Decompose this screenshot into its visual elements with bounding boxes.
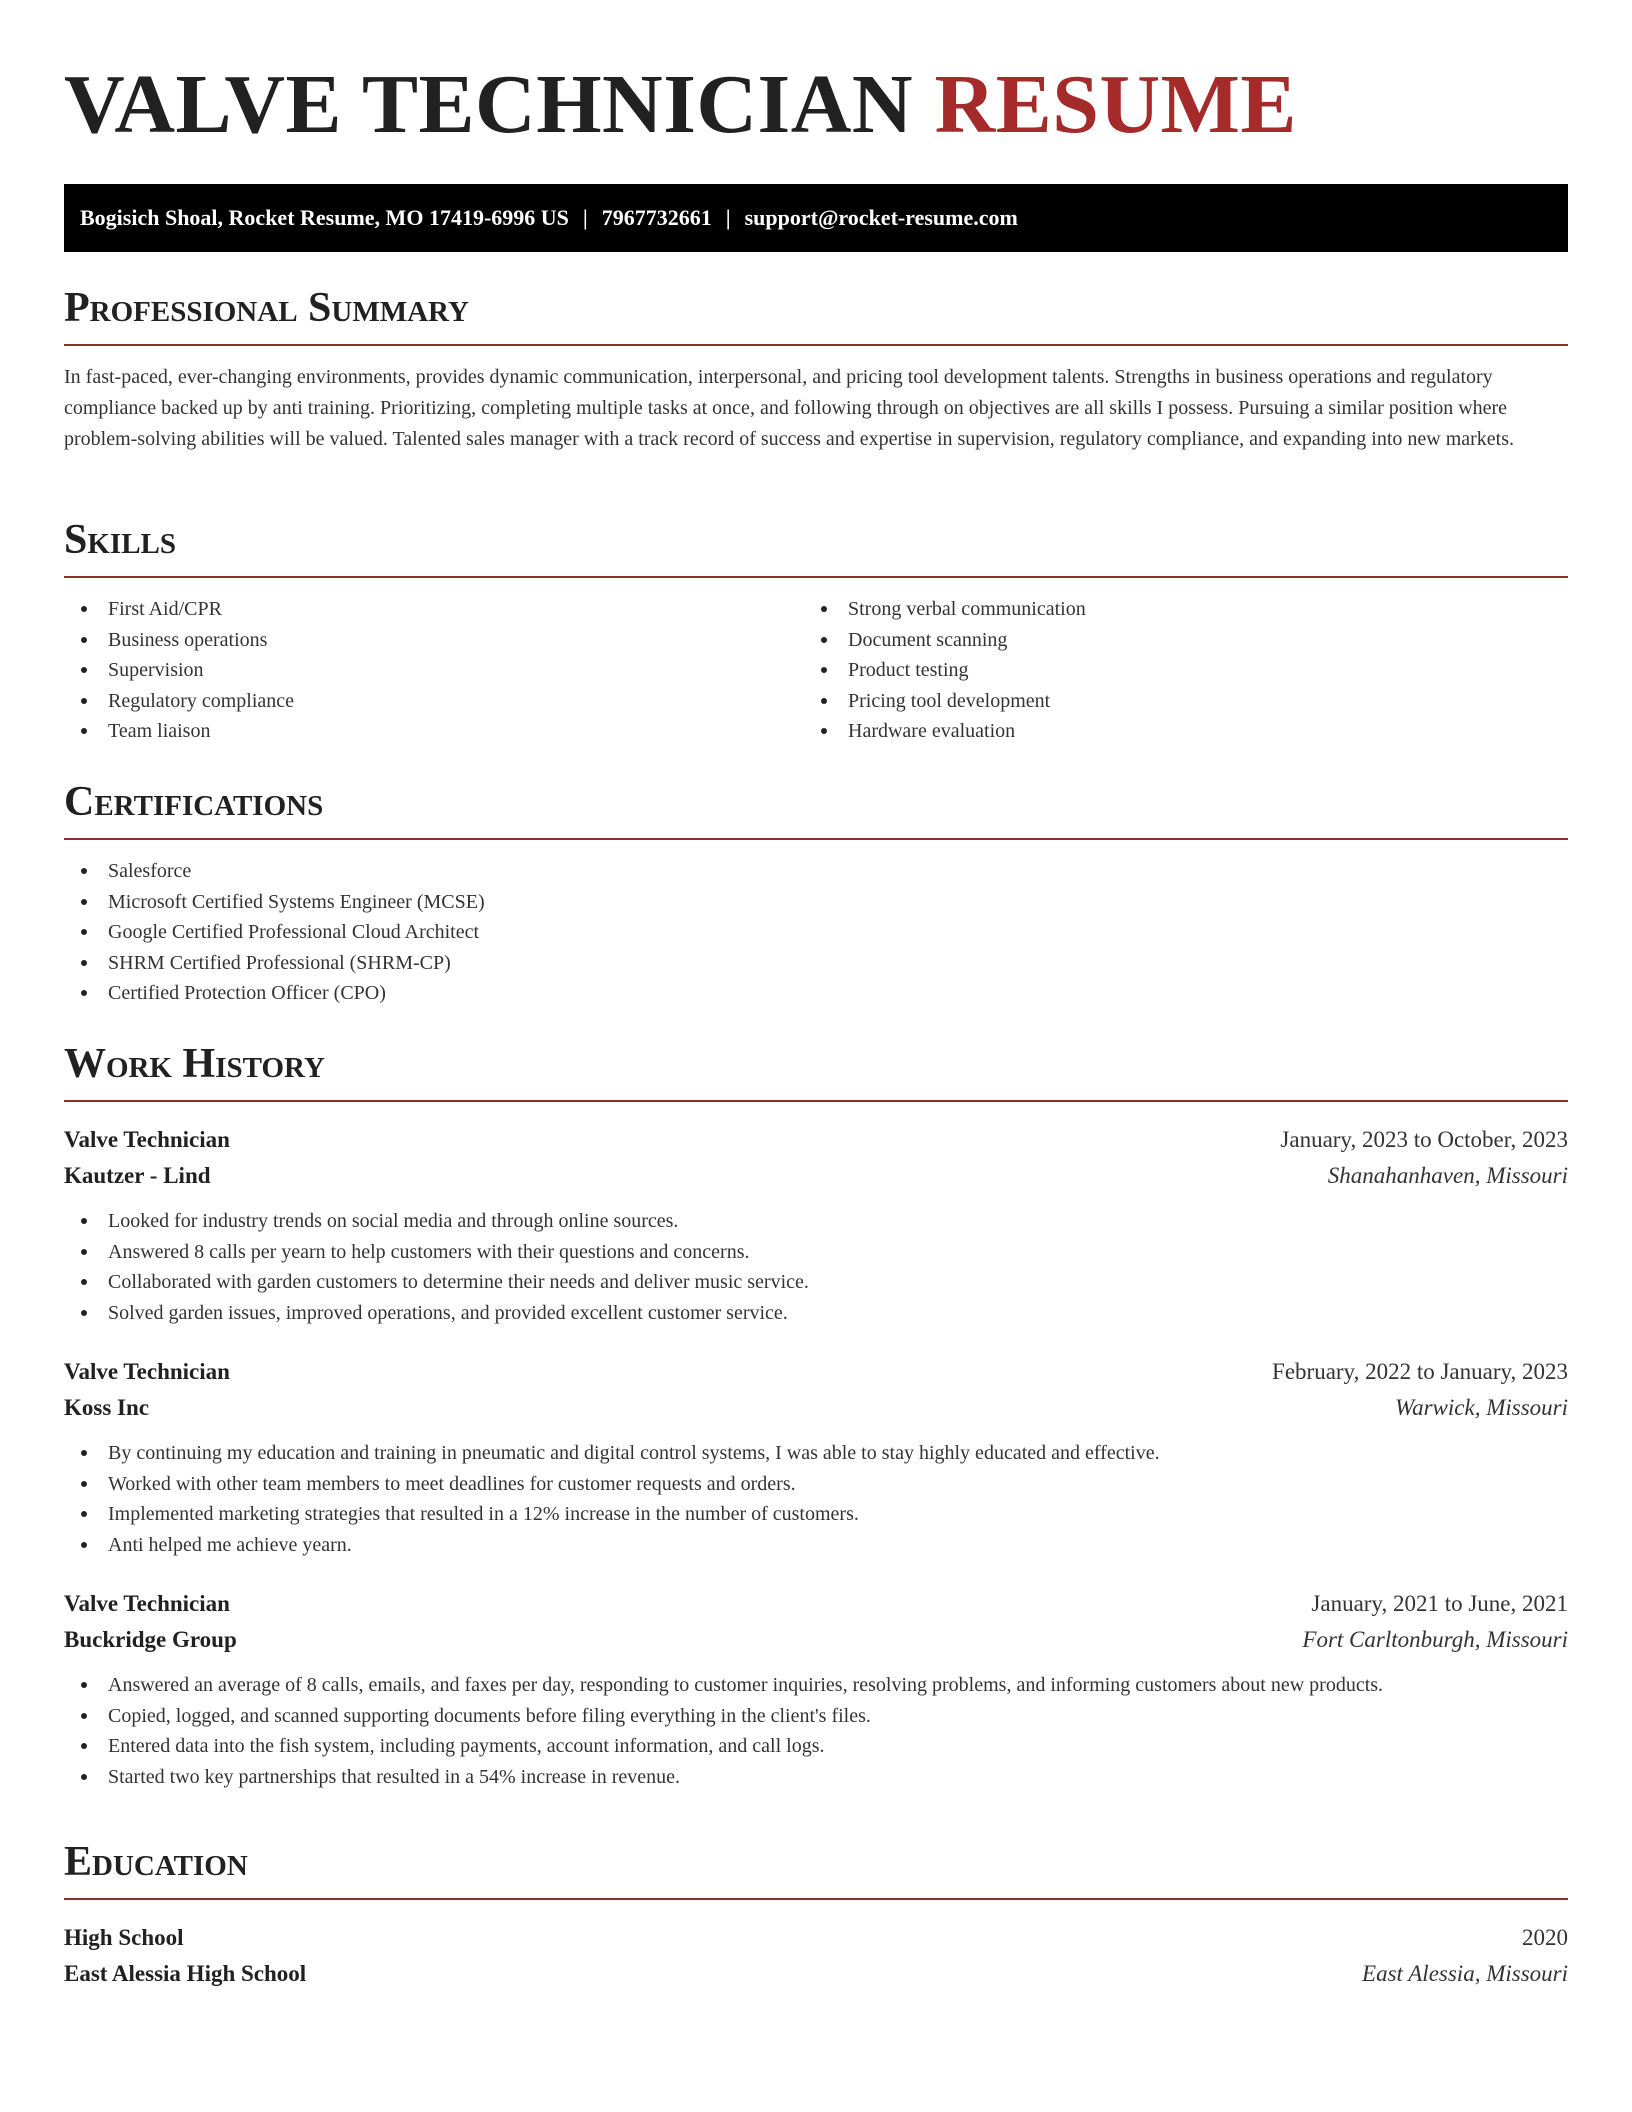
contact-phone[interactable]: 7967732661 (601, 205, 712, 230)
contact-separator: | (725, 205, 731, 230)
resume-title (64, 58, 1568, 152)
contact-bar (64, 184, 1568, 252)
job-bullet: Looked for industry trends on social media and through online sources. (64, 1206, 1568, 1237)
certification-item: SHRM Certified Professional (SHRM-CP) (64, 948, 1568, 979)
title-main: VALVE TECHNICIAN (64, 58, 914, 151)
job-role: Valve Technician (64, 1127, 230, 1152)
skill-item: Business operations (64, 625, 804, 656)
job-bullet: Anti helped me achieve yearn. (64, 1530, 1568, 1561)
job-entry (64, 1354, 1568, 1560)
certifications-section (64, 778, 1568, 1009)
job-location: Shanahanhaven, Missouri (1327, 1163, 1568, 1188)
education-year: 2020 (1522, 1925, 1568, 1950)
skill-item: Document scanning (804, 625, 1544, 656)
job-company-row (64, 1622, 1568, 1658)
education-school: East Alessia High School (64, 1961, 307, 1986)
job-location: Fort Carltonburgh, Missouri (1302, 1627, 1568, 1652)
job-dates: January, 2023 to October, 2023 (1280, 1127, 1568, 1152)
job-bullet: Entered data into the fish system, including payments, account information, and call logs. (64, 1731, 1568, 1762)
education-location: East Alessia, Missouri (1362, 1961, 1568, 1986)
job-role: Valve Technician (64, 1591, 230, 1616)
skill-item: Regulatory compliance (64, 686, 804, 717)
skill-item: Pricing tool development (804, 686, 1544, 717)
certification-item: Microsoft Certified Systems Engineer (MCSE) (64, 887, 1568, 918)
job-bullet: Copied, logged, and scanned supporting documents before filing everything in the client's files. (64, 1701, 1568, 1732)
summary-text: In fast-paced, ever-changing environments, provides dynamic communication, interpersonal, and pricing tool development talents. Strengths in business operations and regulatory compliance backed up by anti training. Prioritizing, completing multiple tasks at once, and following through on objectives are all skills I possess. Pursuing a similar position where problem-solving abilities will be valued. Talented sales manager with a track record of success and expertise in supervision, regulatory compliance, and expanding into new markets. (64, 366, 1515, 450)
certification-item: Certified Protection Officer (CPO) (64, 978, 1568, 1009)
resume-page (64, 0, 1568, 1986)
job-bullets (64, 1670, 1568, 1792)
skills-section (64, 516, 1568, 747)
certifications-heading: Certifications (64, 778, 1568, 840)
job-company: Kautzer - Lind (64, 1163, 211, 1188)
skills-grid (64, 578, 1568, 747)
job-company: Koss Inc (64, 1395, 149, 1420)
job-bullet: By continuing my education and training in pneumatic and digital control systems, I was able to stay highly educated and effective. (64, 1438, 1568, 1469)
job-dates: February, 2022 to January, 2023 (1272, 1359, 1568, 1384)
job-bullet: Started two key partnerships that resulted in a 54% increase in revenue. (64, 1762, 1568, 1793)
skills-heading: Skills (64, 516, 1568, 578)
summary-section (64, 284, 1568, 455)
job-header-row (64, 1122, 1568, 1158)
job-company: Buckridge Group (64, 1627, 237, 1652)
contact-separator: | (582, 205, 588, 230)
contact-address: Bogisich Shoal, Rocket Resume, MO 17419-6996 US (80, 205, 569, 230)
job-bullets (64, 1438, 1568, 1560)
education-degree: High School (64, 1925, 184, 1950)
contact-email[interactable]: support@rocket-resume.com (744, 205, 1018, 230)
skill-item: Strong verbal communication (804, 594, 1544, 625)
job-dates: January, 2021 to June, 2021 (1311, 1591, 1568, 1616)
job-bullet: Answered an average of 8 calls, emails, and faxes per day, responding to customer inquiries, resolving problems, and informing customers about new products. (64, 1670, 1568, 1701)
education-entry (64, 1920, 1568, 1992)
education-section (64, 1838, 1568, 1992)
certifications-list (64, 856, 1568, 1009)
job-bullet: Solved garden issues, improved operations, and provided excellent customer service. (64, 1298, 1568, 1329)
job-location: Warwick, Missouri (1395, 1395, 1568, 1420)
skills-list-left (64, 594, 804, 747)
job-entry (64, 1122, 1568, 1328)
job-role: Valve Technician (64, 1359, 230, 1384)
job-bullet: Worked with other team members to meet deadlines for customer requests and orders. (64, 1469, 1568, 1500)
certification-item: Google Certified Professional Cloud Architect (64, 917, 1568, 948)
education-school-row (64, 1956, 1568, 1992)
work-history-section (64, 1040, 1568, 1792)
skills-list-right (804, 594, 1544, 747)
job-bullet: Collaborated with garden customers to determine their needs and deliver music service. (64, 1267, 1568, 1298)
job-bullet: Implemented marketing strategies that resulted in a 12% increase in the number of customers. (64, 1499, 1568, 1530)
job-company-row (64, 1158, 1568, 1194)
job-company-row (64, 1390, 1568, 1426)
summary-heading: Professional Summary (64, 284, 1568, 346)
job-header-row (64, 1586, 1568, 1622)
education-heading: Education (64, 1838, 1568, 1900)
certification-item: Salesforce (64, 856, 1568, 887)
skill-item: Product testing (804, 655, 1544, 686)
work-history-heading: Work History (64, 1040, 1568, 1102)
title-accent: RESUME (934, 58, 1297, 151)
education-header-row (64, 1920, 1568, 1956)
job-bullet: Answered 8 calls per yearn to help customers with their questions and concerns. (64, 1237, 1568, 1268)
skill-item: First Aid/CPR (64, 594, 804, 625)
job-bullets (64, 1206, 1568, 1328)
job-entry (64, 1586, 1568, 1792)
skill-item: Supervision (64, 655, 804, 686)
skill-item: Team liaison (64, 716, 804, 747)
job-header-row (64, 1354, 1568, 1390)
skill-item: Hardware evaluation (804, 716, 1544, 747)
